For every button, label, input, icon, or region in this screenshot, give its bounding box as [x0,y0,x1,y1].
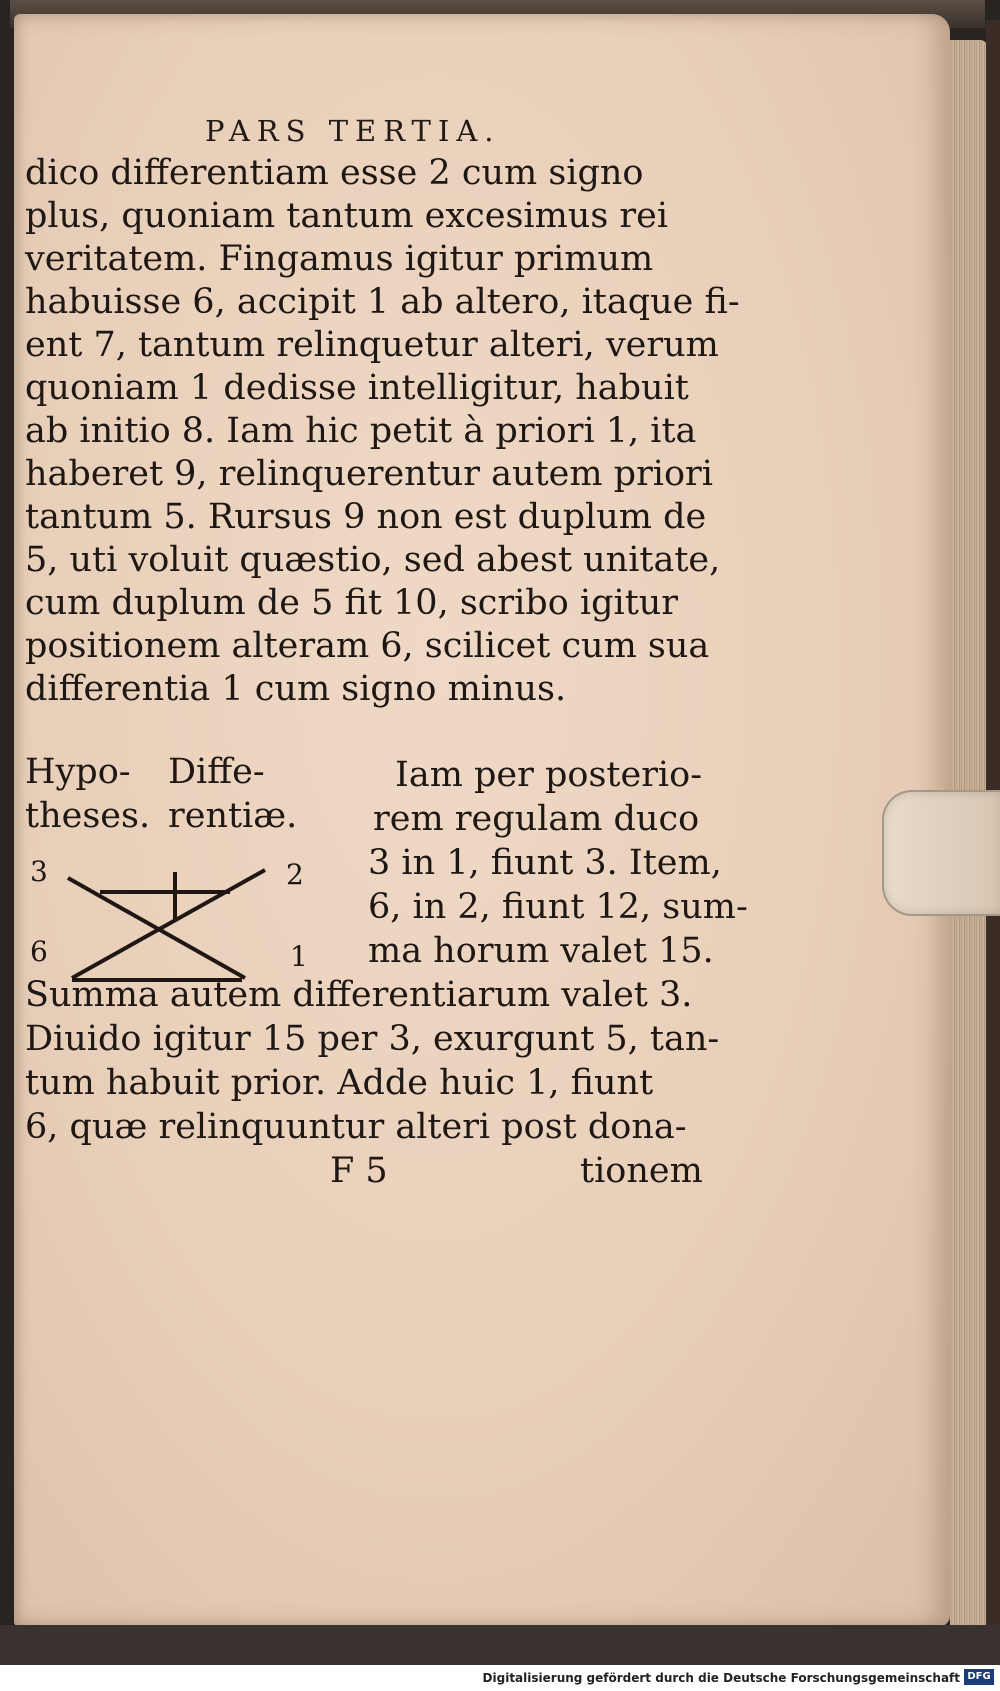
funding-credit: Digitalisierung gefördert durch die Deutsche Forschungsgemeinschaft [482,1671,960,1685]
text-line: positionem alteram 6, scilicet cum sua [25,626,710,666]
side-line: 6, in 2, fiunt 12, sum- [368,887,748,927]
page-clip [882,790,1000,916]
running-header: PARS TERTIA. [205,114,501,148]
text-line: veritatem. Fingamus igitur primum [25,239,654,279]
text-line: tantum 5. Rursus 9 non est duplum de [25,497,707,537]
text-line: haberet 9, relinquerentur autem priori [25,454,713,494]
text-line: ent 7, tantum relinquetur alteri, verum [25,325,719,365]
signature-mark: F 5 [330,1151,388,1191]
side-line: 3 in 1, fiunt 3. Item, [368,843,722,883]
side-line: ma horum valet 15. [368,931,714,971]
dfg-logo: DFG [964,1669,994,1685]
hypothesis-value: 6 [30,935,48,968]
text-line: dico differentiam esse 2 cum signo [25,153,644,193]
difference-value: 1 [290,940,308,973]
text-line: cum duplum de 5 fit 10, scribo igitur [25,583,679,623]
text-line: 5, uti voluit quæstio, sed abest unitate, [25,540,721,580]
catchword: tionem [580,1151,703,1191]
text-line: ab initio 8. Iam hic petit à priori 1, ita [25,411,697,451]
differences-header-1: Diffe- [168,752,265,792]
text-line: quoniam 1 dedisse intelligitur, habuit [25,368,689,408]
text-line: Diuido igitur 15 per 3, exurgunt 5, tan- [25,1019,720,1059]
side-line: rem regulam duco [373,799,700,839]
text-line: 6, quæ relinquuntur alteri post dona- [25,1107,687,1147]
differences-header-2: rentiæ. [168,796,298,836]
text-line: differentia 1 cum signo minus. [25,669,567,709]
hypotheses-header-2: theses. [25,796,151,836]
cross-multiplication-diagram [60,860,270,990]
hypotheses-header-1: Hypo- [25,752,131,792]
difference-value: 2 [286,858,304,891]
text-line: habuisse 6, accipit 1 ab altero, itaque fi- [25,282,740,322]
text-line: plus, quoniam tantum excesimus rei [25,196,669,236]
hypothesis-value: 3 [30,855,48,888]
book-bottom-edge [0,1625,1000,1665]
text-line: Summa autem differentiarum valet 3. [25,975,693,1015]
side-line: Iam per posterio- [395,755,703,795]
text-line: tum habuit prior. Adde huic 1, fiunt [25,1063,654,1103]
